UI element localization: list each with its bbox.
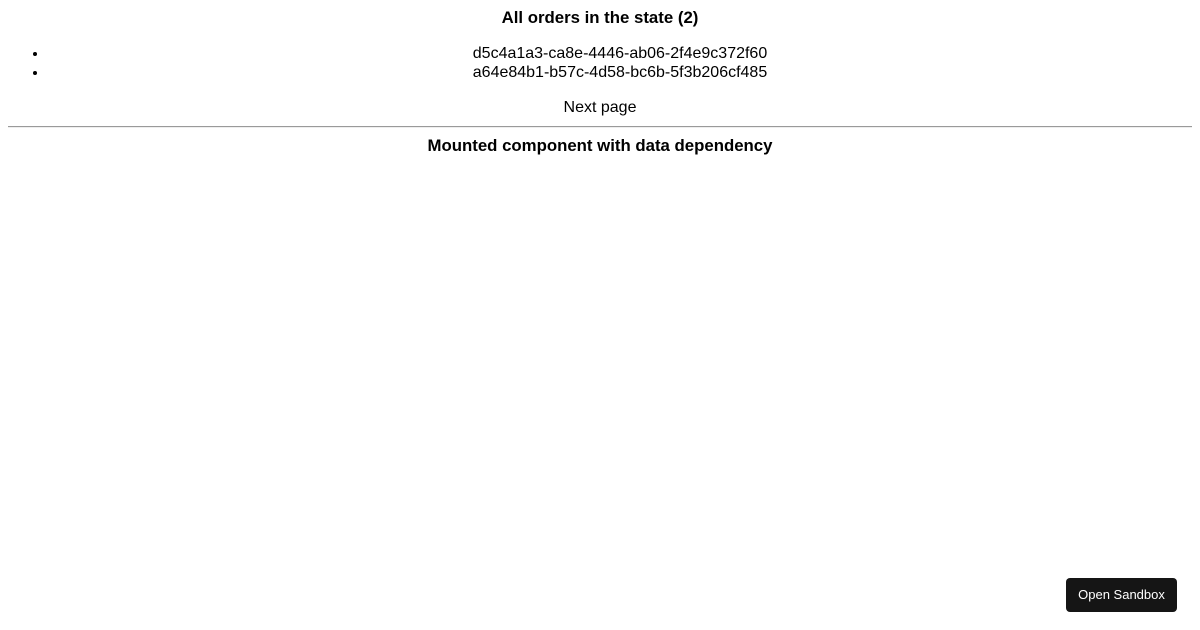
list-item: • d5c4a1a3-ca8e-4446-ab06-2f4e9c372f60 (48, 44, 1192, 63)
open-sandbox-button[interactable]: Open Sandbox (1066, 578, 1177, 612)
order-list (8, 44, 1192, 82)
divider (8, 126, 1192, 128)
orders-heading: All orders in the state (2) (501, 8, 699, 27)
next-page-link[interactable]: Next page (563, 99, 637, 116)
content (0, 0, 1200, 156)
mounted-component-heading: Mounted component with data dependency (427, 136, 773, 155)
list-item: • a64e84b1-b57c-4d58-bc6b-5f3b206cf485 (48, 63, 1192, 82)
